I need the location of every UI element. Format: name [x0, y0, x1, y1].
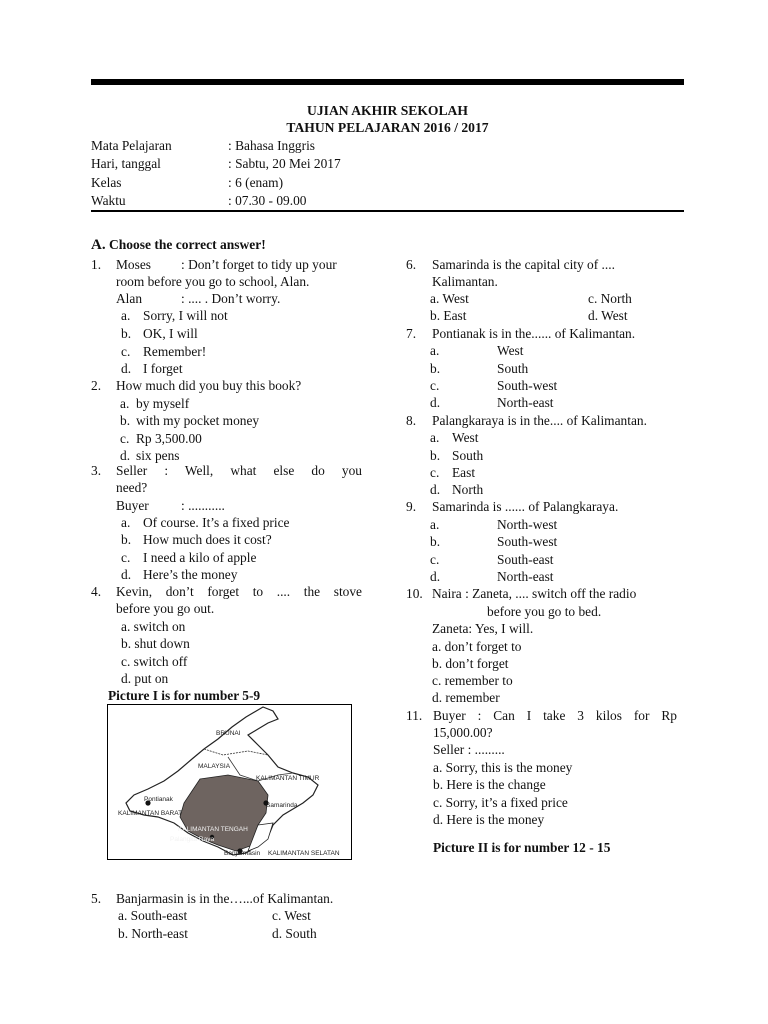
kalimantan-map — [107, 704, 352, 860]
exam-title: UJIAN AKHIR SEKOLAH — [307, 103, 468, 118]
header-label-class: Kelas — [91, 175, 122, 190]
q7-option-d[interactable]: North-east — [497, 395, 554, 410]
q7-option-c[interactable]: South-west — [497, 378, 558, 393]
q1-speaker-alan: Alan — [116, 291, 143, 306]
q2-option-key: c. — [120, 431, 130, 446]
q3-option-key: c. — [121, 550, 131, 565]
q2-option-a[interactable]: by myself — [136, 396, 190, 411]
q1-option-key: b. — [121, 326, 132, 341]
q2-text: How much did you buy this book? — [116, 378, 302, 393]
q3-option-c[interactable]: I need a kilo of apple — [143, 550, 257, 565]
picture2-caption: Picture II is for number 12 - 15 — [433, 840, 611, 855]
q10-option-c[interactable]: c. remember to — [432, 673, 513, 688]
q2-option-key: d. — [120, 448, 131, 463]
q1-option-key: a. — [121, 308, 131, 323]
q6-option-c[interactable]: c. North — [588, 291, 632, 306]
q3-number: 3. — [91, 463, 102, 478]
label-pontianak: Pontianak — [144, 796, 173, 803]
label-samarinda: Samarinda — [266, 802, 298, 809]
q3-option-key: d. — [121, 567, 132, 582]
header-label-date: Hari, tanggal — [91, 156, 161, 171]
q4-number: 4. — [91, 584, 102, 599]
q4-option-c[interactable]: c. switch off — [121, 654, 188, 669]
q5-text: Banjarmasin is in the…...of Kalimantan. — [116, 891, 334, 906]
q9-option-key: b. — [430, 534, 441, 549]
q1-option-c[interactable]: Remember! — [143, 344, 207, 359]
q9-number: 9. — [406, 499, 417, 514]
label-barat: KALIMANTAN BARAT — [118, 810, 183, 817]
q1-speaker-moses: Moses — [116, 257, 151, 272]
header-label-time: Waktu — [91, 193, 126, 208]
section-instruction: Choose the correct answer! — [108, 237, 266, 252]
q1-option-b[interactable]: OK, I will — [143, 326, 198, 341]
label-selatan: KALIMANTAN SELATAN — [268, 850, 340, 857]
q9-option-b[interactable]: South-west — [497, 534, 558, 549]
header-label-subject: Mata Pelajaran — [91, 138, 172, 153]
section-heading — [91, 236, 266, 254]
q5-option-d[interactable]: d. South — [272, 926, 317, 941]
q4-option-a[interactable]: a. switch on — [121, 619, 186, 634]
q4-line2: before you go out. — [116, 601, 215, 616]
label-tengah: KALIMANTAN TENGAH — [178, 826, 248, 833]
q3-option-d[interactable]: Here’s the money — [143, 567, 238, 582]
q8-option-c[interactable]: East — [452, 465, 476, 480]
q9-option-key: d. — [430, 569, 441, 584]
q7-option-a[interactable]: West — [497, 343, 524, 358]
q7-option-b[interactable]: South — [497, 361, 529, 376]
q9-option-c[interactable]: South-east — [497, 552, 554, 567]
q1-line2: room before you go to school, Alan. — [116, 274, 310, 289]
q11-option-d[interactable]: d. Here is the money — [433, 812, 545, 827]
q5-option-a[interactable]: a. South-east — [118, 908, 188, 923]
q11-number: 11. — [406, 708, 423, 723]
q10-line3: Zaneta: Yes, I will. — [432, 621, 534, 636]
label-malaysia: MALAYSIA — [198, 763, 231, 770]
q3-line1: Seller : Well, what else do you — [116, 463, 362, 478]
header-value-subject: : Bahasa Inggris — [228, 138, 316, 153]
label-banjarmasin: Banjarmasin — [224, 850, 261, 857]
q8-text: Palangkaraya is in the.... of Kalimantan. — [432, 413, 647, 428]
header-value-class: : 6 (enam) — [228, 175, 284, 190]
q9-text: Samarinda is ...... of Palangkaraya. — [432, 499, 619, 514]
q1-line1: : Don’t forget to tidy up your — [181, 257, 337, 272]
q9-option-a[interactable]: North-west — [497, 517, 558, 532]
picture1-caption: Picture I is for number 5-9 — [108, 688, 261, 703]
q11-option-a[interactable]: a. Sorry, this is the money — [433, 760, 573, 775]
q4-option-b[interactable]: b. shut down — [121, 636, 190, 651]
q3-speaker-buyer: Buyer — [116, 498, 149, 513]
q10-line1: Naira : Zaneta, .... switch off the radio — [432, 586, 637, 601]
q2-option-key: b. — [120, 413, 131, 428]
q1-line3: : .... . Don’t worry. — [181, 291, 281, 306]
q2-option-d[interactable]: six pens — [136, 448, 180, 463]
q2-number: 2. — [91, 378, 102, 393]
q3-line2: need? — [116, 480, 148, 495]
q1-number: 1. — [91, 257, 102, 272]
q1-option-a[interactable]: Sorry, I will not — [143, 308, 228, 323]
q10-option-d[interactable]: d. remember — [432, 690, 500, 705]
q3-option-key: a. — [121, 515, 131, 530]
q6-option-a[interactable]: a. West — [430, 291, 469, 306]
q2-option-b[interactable]: with my pocket money — [136, 413, 260, 428]
q7-option-key: c. — [430, 378, 440, 393]
q6-line1: Samarinda is the capital city of .... — [432, 257, 615, 272]
q3-line3: : ........... — [181, 498, 225, 513]
label-brunai: BRUNAI — [216, 730, 241, 737]
q8-option-b[interactable]: South — [452, 448, 484, 463]
q1-option-key: d. — [121, 361, 132, 376]
q8-option-key: a. — [430, 430, 440, 445]
q3-option-key: b. — [121, 532, 132, 547]
q11-option-c[interactable]: c. Sorry, it’s a fixed price — [433, 795, 568, 810]
q10-number: 10. — [406, 586, 423, 601]
q4-line1: Kevin, don’t forget to .... the stove — [116, 584, 362, 599]
map-svg — [108, 705, 351, 859]
q2-option-key: a. — [120, 396, 130, 411]
q8-number: 8. — [406, 413, 417, 428]
q10-option-a[interactable]: a. don’t forget to — [432, 639, 522, 654]
q11-line2: 15,000.00? — [433, 725, 493, 740]
q6-option-d[interactable]: d. West — [588, 308, 628, 323]
q5-option-b[interactable]: b. North-east — [118, 926, 188, 941]
header-value-time: : 07.30 - 09.00 — [228, 193, 307, 208]
q8-option-key: d. — [430, 482, 441, 497]
q9-option-key: c. — [430, 552, 440, 567]
q7-option-key: d. — [430, 395, 441, 410]
q7-text: Pontianak is in the...... of Kalimantan. — [432, 326, 636, 341]
q5-number: 5. — [91, 891, 102, 906]
q1-option-d[interactable]: I forget — [143, 361, 183, 376]
header-value-date: : Sabtu, 20 Mei 2017 — [228, 156, 341, 171]
q10-option-b[interactable]: b. don’t forget — [432, 656, 509, 671]
q8-option-key: b. — [430, 448, 441, 463]
q8-option-key: c. — [430, 465, 440, 480]
q11-line1: Buyer : Can I take 3 kilos for Rp — [433, 708, 677, 723]
exam-year: TAHUN PELAJARAN 2016 / 2017 — [286, 120, 489, 135]
q7-number: 7. — [406, 326, 417, 341]
q4-option-d[interactable]: d. put on — [121, 671, 169, 686]
q1-option-key: c. — [121, 344, 131, 359]
q10-line2: before you go to bed. — [487, 604, 602, 619]
q8-option-a[interactable]: West — [452, 430, 479, 445]
q11-option-b[interactable]: b. Here is the change — [433, 777, 546, 792]
q3-option-a[interactable]: Of course. It’s a fixed price — [143, 515, 290, 530]
label-timur: KALIMANTAN TIMUR — [256, 775, 320, 782]
q8-option-d[interactable]: North — [452, 482, 484, 497]
q6-number: 6. — [406, 257, 417, 272]
q3-option-b[interactable]: How much does it cost? — [143, 532, 272, 547]
label-palangka: Palangka Raya — [170, 836, 215, 843]
top-rule — [91, 79, 684, 85]
q2-option-c[interactable]: Rp 3,500.00 — [136, 431, 202, 446]
section-letter: A. — [91, 237, 106, 253]
q5-option-c[interactable]: c. West — [272, 908, 311, 923]
header-rule — [91, 210, 684, 212]
q9-option-key: a. — [430, 517, 440, 532]
q7-option-key: a. — [430, 343, 440, 358]
q6-option-b[interactable]: b. East — [430, 308, 467, 323]
q7-option-key: b. — [430, 361, 441, 376]
q9-option-d[interactable]: North-east — [497, 569, 554, 584]
q11-line3: Seller : ......... — [433, 742, 505, 757]
q6-line2: Kalimantan. — [432, 274, 498, 289]
